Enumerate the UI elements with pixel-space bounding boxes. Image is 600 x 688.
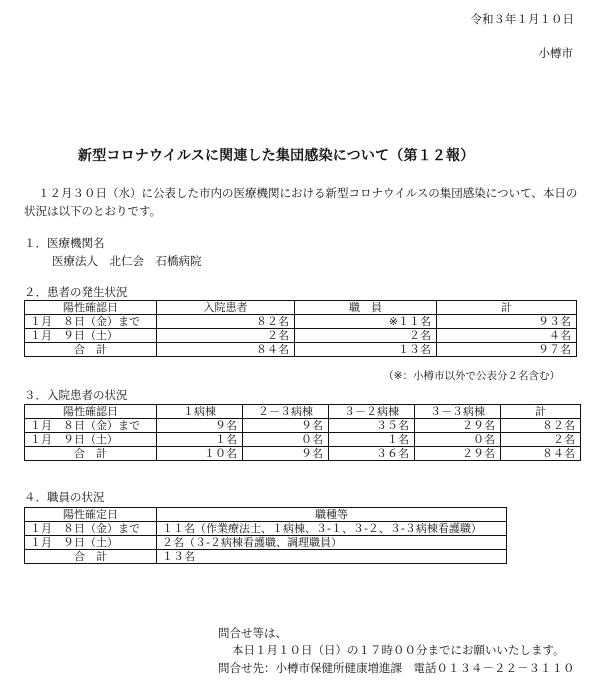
cell-staff: １３名: [295, 343, 437, 357]
col-header: 計: [437, 301, 577, 315]
cell-ward3-2: ３５名: [329, 419, 415, 433]
table-footnote: （※：小樽市以外で公表分２名含む）: [383, 370, 560, 382]
row-date: 合 計: [25, 343, 157, 357]
table-row: [25, 433, 581, 447]
cell-detail: ２名（３-２病棟看護職、調理職員）: [157, 536, 507, 550]
inpatient-status-table: [24, 404, 581, 461]
cell-ward1: １名: [157, 433, 243, 447]
row-date: 合 計: [25, 550, 157, 564]
cell-ward2-3: ９名: [243, 419, 329, 433]
contact-info: 問合せ先：小樽市保健所健康増進課 電話０１３４－２２－３１１０: [218, 661, 575, 675]
table-header-row: [25, 405, 581, 419]
cell-ward3-2: ３６名: [329, 447, 415, 461]
table-total-row: [25, 343, 577, 357]
facility-name: 医療法人 北仁会 石橋病院: [52, 254, 202, 268]
col-header: １病棟: [157, 405, 243, 419]
col-header: ３－２病棟: [329, 405, 415, 419]
patient-occurrence-table: [24, 300, 577, 357]
contact-deadline: 本日１月１０日（日）の１７時００分までにお願いいたします。: [232, 643, 565, 657]
cell-ward3-3: ０名: [415, 433, 501, 447]
row-date: １月 ９日（土）: [25, 536, 157, 550]
contact-intro: 問合せ等は、: [218, 626, 287, 640]
section3-heading: ３．入院患者の状況: [24, 388, 128, 402]
cell-total: ８４名: [501, 447, 581, 461]
issuer: 小樽市: [538, 46, 573, 60]
col-header: 陽性確認日: [25, 301, 157, 315]
cell-ward2-3: ０名: [243, 433, 329, 447]
table-header-row: [25, 301, 577, 315]
cell-staff: ２名: [295, 329, 437, 343]
cell-staff: ※１１名: [295, 315, 437, 329]
col-header: 入院患者: [157, 301, 295, 315]
intro-paragraph: １２月３０日（水）に公表した市内の医療機関における新型コロナウイルスの集団感染について、本日の状況は以下のとおりです。: [24, 186, 578, 218]
col-header: ３－３病棟: [415, 405, 501, 419]
row-date: 合 計: [25, 447, 157, 461]
table-row: [25, 419, 581, 433]
section1-heading: １．医療機関名: [24, 236, 105, 250]
table-row: [25, 522, 507, 536]
cell-total: ９７名: [437, 343, 577, 357]
col-header: 職種等: [157, 508, 507, 522]
staff-status-table: [24, 507, 507, 564]
row-date: １月 ９日（土）: [25, 433, 157, 447]
table-row: [25, 315, 577, 329]
cell-detail: １３名: [157, 550, 507, 564]
row-date: １月 ９日（土）: [25, 329, 157, 343]
cell-total: ８２名: [501, 419, 581, 433]
document-date: 令和３年１月１０日: [470, 12, 574, 26]
table-total-row: [25, 550, 507, 564]
row-date: １月 ８日（金）まで: [25, 522, 157, 536]
cell-ward3-2: １名: [329, 433, 415, 447]
cell-total: ２名: [501, 433, 581, 447]
cell-ward3-3: ２９名: [415, 419, 501, 433]
cell-ward1: １０名: [157, 447, 243, 461]
cell-inpatients: ２名: [157, 329, 295, 343]
section2-heading: ２．患者の発生状況: [24, 285, 128, 299]
cell-ward2-3: ９名: [243, 447, 329, 461]
col-header: 職 員: [295, 301, 437, 315]
cell-inpatients: ８４名: [157, 343, 295, 357]
row-date: １月 ８日（金）まで: [25, 315, 157, 329]
table-row: [25, 329, 577, 343]
col-header: 計: [501, 405, 581, 419]
cell-ward1: ９名: [157, 419, 243, 433]
row-date: １月 ８日（金）まで: [25, 419, 157, 433]
table-row: [25, 536, 507, 550]
document-title: 新型コロナウイルスに関連した集団感染について（第１２報）: [78, 148, 475, 164]
table-header-row: [25, 508, 507, 522]
cell-total: ９３名: [437, 315, 577, 329]
cell-total: ４名: [437, 329, 577, 343]
section4-heading: ４．職員の状況: [24, 490, 105, 504]
cell-inpatients: ８２名: [157, 315, 295, 329]
cell-detail: １１名（作業療法士、１病棟、３-１、３-２、３-３病棟看護職）: [157, 522, 507, 536]
col-header: 陽性確定日: [25, 508, 157, 522]
col-header: 陽性確認日: [25, 405, 157, 419]
cell-ward3-3: ２９名: [415, 447, 501, 461]
col-header: ２－３病棟: [243, 405, 329, 419]
table-total-row: [25, 447, 581, 461]
